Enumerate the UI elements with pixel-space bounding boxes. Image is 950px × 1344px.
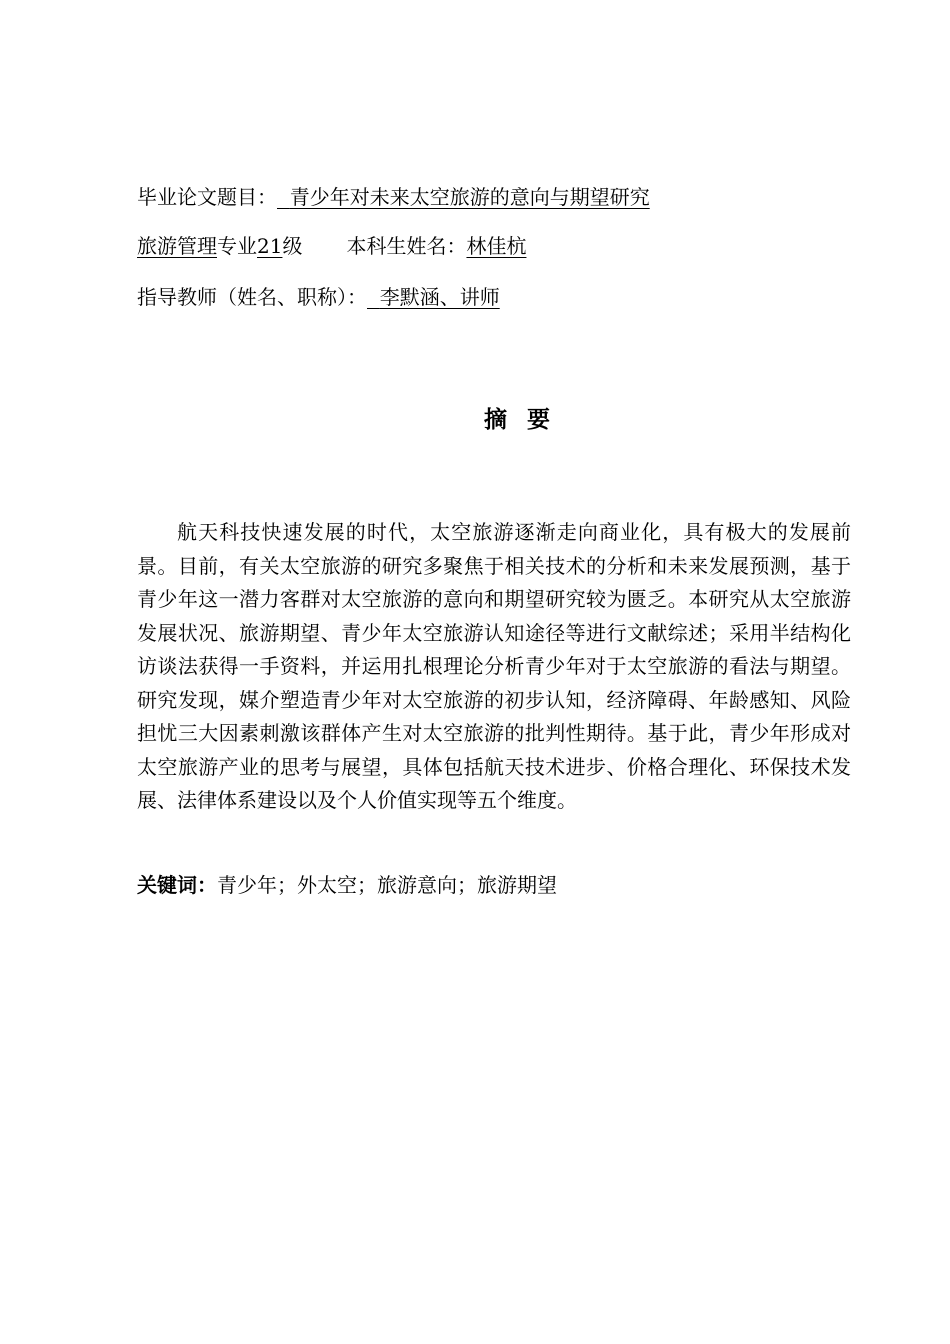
student-info-line <box>137 232 526 260</box>
keywords-line <box>137 871 557 899</box>
student-name: 林佳杭 <box>466 234 527 258</box>
keywords-values: 青少年；外太空；旅游意向；旅游期望 <box>217 873 557 897</box>
advisor-name: 李默涵、讲师 <box>379 285 500 309</box>
advisor-line <box>137 283 500 311</box>
advisor-label: 指导教师（姓名、职称）： <box>137 285 367 309</box>
thesis-title-label: 毕业论文题目： <box>137 185 277 209</box>
abstract-heading: 摘 要 <box>483 407 556 433</box>
thesis-title: 青少年对未来太空旅游的意向与期望研究 <box>289 185 650 209</box>
major-suffix: 专业 <box>217 234 257 258</box>
grade-suffix: 级 <box>282 234 303 258</box>
student-label: 本科生姓名： <box>346 234 467 258</box>
abstract-body: 航天科技快速发展的时代，太空旅游逐渐走向商业化，具有极大的发展前景。目前，有关太空旅游的研究多聚焦于相关技术的分析和未来发展预测，基于青少年这一潜力客群对太空旅游的意向和期望研究较为匮乏。本研究从太空旅游发展状况、旅游期望、青少年太空旅游认知途径等进行文献综述；采用半结构化访谈法获得一手资料，并运用扎根理论分析青少年对于太空旅游的看法与期望。研究发现，媒介塑造青少年对太空旅游的初步认知，经济障碍、年龄感知、风险担忧三大因素刺激该群体产生对太空旅游的批判性期待。基于此，青少年形成对太空旅游产业的思考与展望，具体包括航天技术进步、价格合理化、环保技术发展、法律体系建设以及个人价值实现等五个维度。 <box>137 520 851 812</box>
thesis-title-line <box>137 183 650 211</box>
major-name: 旅游管理 <box>137 234 217 258</box>
keywords-label: 关键词： <box>137 873 217 897</box>
grade-number: 21 <box>257 234 283 258</box>
